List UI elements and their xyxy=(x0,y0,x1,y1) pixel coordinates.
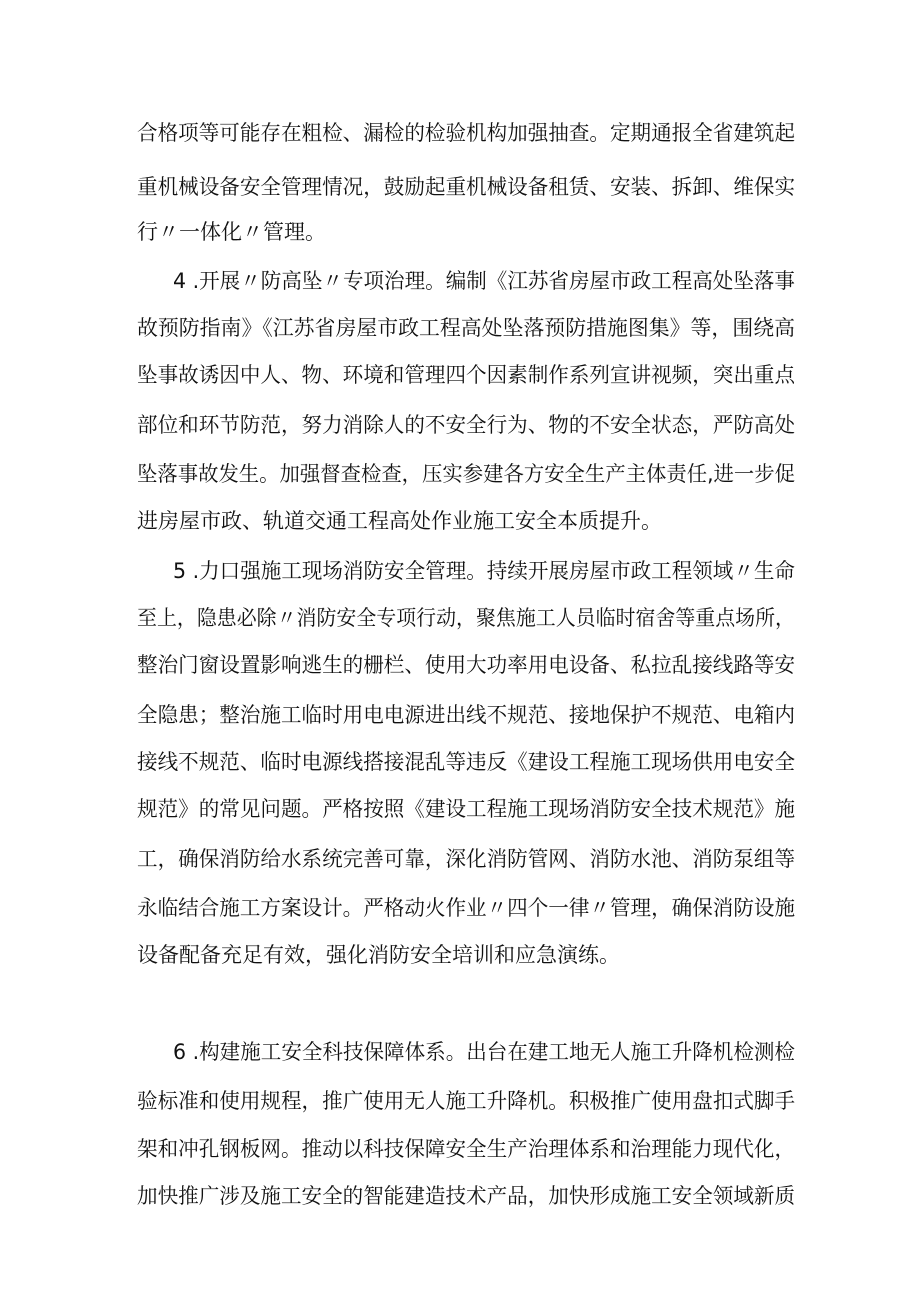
text-line: 部位和环节防范，努力消除人的不安全行为、物的不安全状态，严防高处 xyxy=(137,413,796,437)
text-line: 行〃一体化〃管理。 xyxy=(137,220,326,244)
text-line: 全隐患；整治施工临时用电电源进出线不规范、接地保护不规范、电箱内 xyxy=(137,703,796,727)
text-line: 合格项等可能存在粗检、漏检的检验机构加强抽查。定期通报全省建筑起 xyxy=(137,121,796,145)
text-line: 接线不规范、临时电源线搭接混乱等违反《建设工程施工现场供用电安全 xyxy=(137,750,796,774)
text-line: 加快推广涉及施工安全的智能建造技术产品，加快形成施工安全领域新质 xyxy=(137,1184,796,1208)
paragraph-start-line: 5 .力口强施工现场消防安全管理。持续开展房屋市政工程领域〃生命 xyxy=(173,559,795,583)
text-line: 工，确保消防给水系统完善可靠，深化消防管网、消防水池、消防泵组等 xyxy=(137,847,796,871)
text-line: 架和冲孔钢板网。推动以科技保障安全生产治理体系和治理能力现代化， xyxy=(137,1137,796,1161)
text-line: 永临结合施工方案设计。严格动火作业〃四个一律〃管理，确保消防设施 xyxy=(137,896,796,920)
text-line: 整治门窗设置影响逃生的栅栏、使用大功率用电设备、私拉乱接线路等安 xyxy=(137,653,796,677)
text-line: 坠落事故发生。加强督查检查，压实参建各方安全生产主体责任,进一步促 xyxy=(137,462,795,486)
text-line: 重机械设备安全管理情况，鼓励起重机械设备租赁、安装、拆卸、维保实 xyxy=(137,175,796,199)
text-line: 至上，隐患必除〃消防安全专项行动，聚焦施工人员临时宿舍等重点场所， xyxy=(137,606,796,630)
text-line: 故预防指南》《江苏省房屋市政工程高处坠落预防措施图集》等，围绕高 xyxy=(137,316,795,340)
text-line: 坠事故诱因中人、物、环境和管理四个因素制作系列宣讲视频，突出重点 xyxy=(137,363,796,387)
text-line: 验标准和使用规程，推广使用无人施工升降机。积极推广使用盘扣式脚手 xyxy=(137,1089,796,1113)
text-line: 进房屋市政、轨道交通工程高处作业施工安全本质提升。 xyxy=(137,509,662,533)
paragraph-start-line: 4 .开展〃防高坠〃专项治理。编制《江苏省房屋市政工程高处坠落事 xyxy=(173,269,795,293)
text-line: 设备配备充足有效，强化消防安全培训和应急演练。 xyxy=(137,943,620,967)
paragraph-start-line: 6 .构建施工安全科技保障体系。出台在建工地无人施工升降机检测检 xyxy=(173,1040,795,1064)
text-line: 规范》的常见问题。严格按照《建设工程施工现场消防安全技术规范》施 xyxy=(137,797,796,821)
